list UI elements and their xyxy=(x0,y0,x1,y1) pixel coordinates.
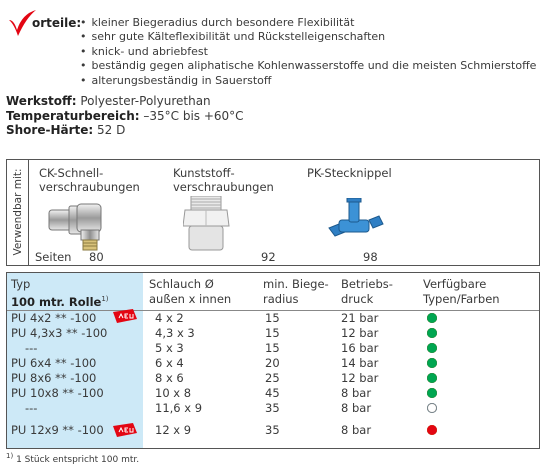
product-title-ck xyxy=(39,166,140,194)
vorteil-item: • beständig gegen aliphatische Kohlenwasserstoffe und die meisten Schmierstoffe xyxy=(80,59,536,73)
hose-types-table xyxy=(6,272,540,449)
color-dot xyxy=(427,403,437,413)
cell-typ: --- xyxy=(25,401,38,415)
cell-radius: 15 xyxy=(265,326,280,340)
shore-label: Shore-Härte: xyxy=(6,123,94,138)
vorteil-item: • knick- und abriebfest xyxy=(80,45,536,59)
cell-druck: 12 bar xyxy=(341,371,379,385)
header-druck-line2: druck xyxy=(341,291,374,306)
header-schlauch-line2: außen x innen xyxy=(149,291,232,306)
cell-radius: 45 xyxy=(265,386,280,400)
cell-size: 11,6 x 9 xyxy=(155,401,203,415)
product-page-kunststoff[interactable]: 92 xyxy=(261,250,276,264)
vorteile-list xyxy=(80,16,536,88)
header-biege-line1: min. Biege- xyxy=(263,277,329,291)
cell-size: 12 x 9 xyxy=(155,423,192,437)
cell-radius: 15 xyxy=(265,311,280,325)
table-row[interactable] xyxy=(7,356,539,371)
tee-nipple-icon[interactable] xyxy=(325,198,385,248)
footnote xyxy=(6,452,139,465)
table-row[interactable] xyxy=(7,423,539,438)
table-row[interactable] xyxy=(7,311,539,326)
cell-size: 5 x 3 xyxy=(155,341,184,355)
compatible-label-text: Verwendbar mit: xyxy=(12,168,24,256)
werkstoff-row xyxy=(6,94,244,109)
color-dot xyxy=(427,425,437,435)
header-schlauch-line1: Schlauch Ø xyxy=(149,277,214,291)
cell-druck: 16 bar xyxy=(341,341,379,355)
color-dot xyxy=(427,358,437,368)
product-title-line: verschraubungen xyxy=(173,180,274,194)
table-row[interactable] xyxy=(7,401,539,416)
shore-value: 52 D xyxy=(97,123,126,138)
cell-druck: 12 bar xyxy=(341,326,379,340)
cell-typ: PU 4,3x3 ** -100 xyxy=(11,326,108,340)
plastic-fitting-icon[interactable] xyxy=(183,196,233,254)
header-biegeradius xyxy=(263,277,329,306)
header-druck-line1: Betriebs- xyxy=(341,277,393,291)
vorteil-item: • kleiner Biegeradius durch besondere Flexibilität xyxy=(80,16,536,30)
cell-typ: PU 8x6 ** -100 xyxy=(11,371,97,385)
footnote-marker: 1) xyxy=(6,452,14,460)
header-biege-line2: radius xyxy=(263,291,299,306)
header-farben xyxy=(423,277,500,306)
cell-size: 6 x 4 xyxy=(155,356,184,370)
pages-label: Seiten xyxy=(35,250,72,264)
color-dot xyxy=(427,328,437,338)
header-typ-line1: Typ xyxy=(11,277,31,291)
cell-radius: 20 xyxy=(265,356,280,370)
cell-druck: 8 bar xyxy=(341,386,372,400)
cell-size: 4 x 2 xyxy=(155,311,184,325)
cell-druck: 8 bar xyxy=(341,423,372,437)
footnote-text: 1 Stück entspricht 100 mtr. xyxy=(16,455,140,465)
cell-druck: 21 bar xyxy=(341,311,379,325)
temperature-row xyxy=(6,109,244,124)
product-title-kunststoff xyxy=(173,166,274,194)
cell-radius: 25 xyxy=(265,371,280,385)
cell-radius: 35 xyxy=(265,423,280,437)
table-row[interactable] xyxy=(7,326,539,341)
product-page-pk[interactable]: 98 xyxy=(363,250,378,264)
product-title-line: verschraubungen xyxy=(39,180,140,194)
product-page-ck[interactable]: 80 xyxy=(89,250,104,264)
temperature-value: –35°C bis +60°C xyxy=(143,108,244,123)
color-dot xyxy=(427,313,437,323)
new-badge-icon xyxy=(113,309,137,323)
vorteile-label: orteile: xyxy=(32,16,82,30)
temperature-label: Temperaturbereich: xyxy=(6,108,140,123)
table-row[interactable] xyxy=(7,341,539,356)
ck-fitting-icon[interactable] xyxy=(47,196,109,252)
table-row[interactable] xyxy=(7,371,539,386)
werkstoff-value: Polyester-Polyurethan xyxy=(80,94,211,108)
header-typ-footnote-ref: 1) xyxy=(101,294,109,303)
header-farben-line2: Typen/Farben xyxy=(423,291,500,306)
new-badge-icon xyxy=(113,423,137,437)
header-typ-line2: 100 mtr. Rolle xyxy=(11,294,102,309)
compatible-products-box xyxy=(6,159,540,266)
cell-size: 8 x 6 xyxy=(155,371,184,385)
cell-druck: 14 bar xyxy=(341,356,379,370)
cell-radius: 15 xyxy=(265,341,280,355)
cell-size: 4,3 x 3 xyxy=(155,326,195,340)
color-dot xyxy=(427,373,437,383)
cell-typ: PU 10x8 ** -100 xyxy=(11,386,104,400)
header-typ xyxy=(11,277,109,309)
werkstoff-label: Werkstoff: xyxy=(6,94,77,108)
cell-typ: PU 6x4 ** -100 xyxy=(11,356,97,370)
compatible-side-label xyxy=(7,160,29,265)
product-title-line: CK-Schnell- xyxy=(39,166,104,180)
header-schlauch xyxy=(149,277,231,306)
cell-typ: PU 4x2 ** -100 xyxy=(11,311,97,325)
shore-row xyxy=(6,123,244,138)
color-dot xyxy=(427,343,437,353)
cell-radius: 35 xyxy=(265,401,280,415)
material-properties xyxy=(6,94,244,138)
cell-size: 10 x 8 xyxy=(155,386,192,400)
cell-druck: 8 bar xyxy=(341,401,372,415)
table-row[interactable] xyxy=(7,386,539,401)
cell-typ: PU 12x9 ** -100 xyxy=(11,423,104,437)
header-farben-line1: Verfügbare xyxy=(423,277,487,291)
product-title-line: Kunststoff- xyxy=(173,166,235,180)
color-dot xyxy=(427,388,437,398)
cell-typ: --- xyxy=(25,341,38,355)
product-title-line: PK-Stecknippel xyxy=(307,166,392,180)
header-druck xyxy=(341,277,393,306)
vorteil-item: • alterungsbeständig in Sauerstoff xyxy=(80,74,536,88)
product-title-pk xyxy=(307,166,392,180)
vorteil-item: • sehr gute Kälteflexibilität und Rückstelleigenschaften xyxy=(80,30,536,44)
